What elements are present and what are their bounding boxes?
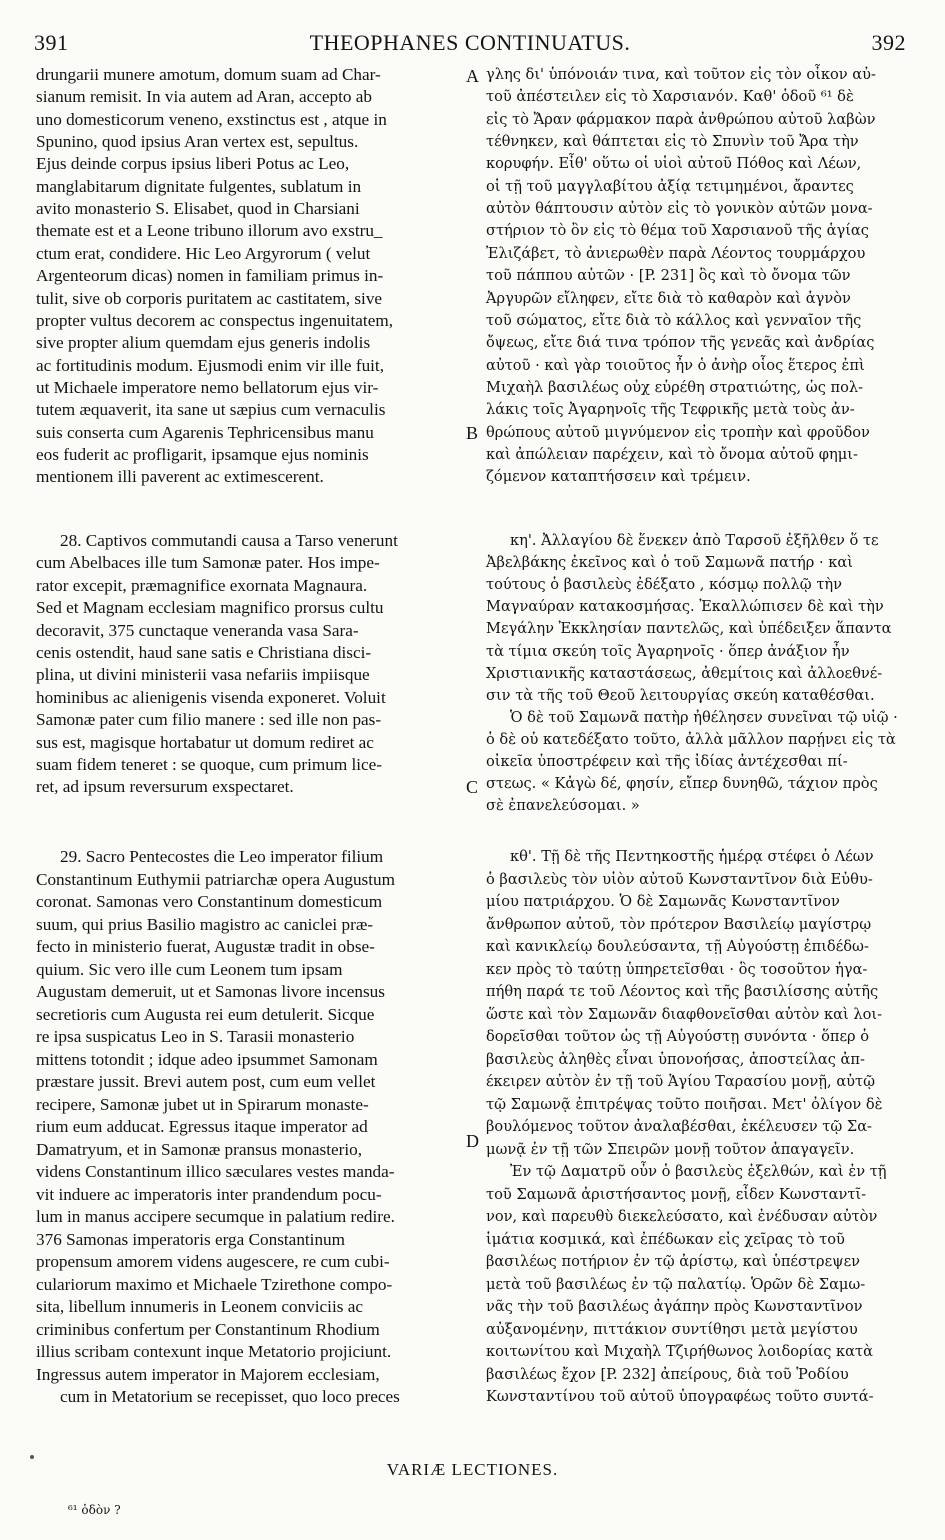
text-line: drungarii munere amotum, domum suam ad Char- [36,65,381,84]
text-line: Μεγάλην Ἐκκλησίαν παντελῶς, καὶ ὑπέδειξεν ἅπαντα [486,620,892,638]
text-line: τούτους ὁ βασιλεὺς ἐδέξατο , κόσμῳ πολλῷ τὴν [486,576,843,594]
variae-lectiones-heading: VARIÆ LECTIONES. [386,1460,559,1479]
text-line: tutem æquaverit, ita sane ut sæpius cum vernaculis [36,400,386,420]
text-line: σὲ ἐπανελεύσομαι. » [486,797,640,815]
text-line: μίου πατριάρχου. Ὁ δὲ Σαμωνᾶς Κωνσταντῖνον [486,893,840,910]
text-line: σιν τὰ τῆς τοῦ Θεοῦ λειτουργίας σκεύη καταθέσθαι. [486,686,875,704]
text-line: hominibus ac alienigenis visenda exponeret. Voluit [36,687,386,707]
text-line: suam fidem teneret : se quoque, cum primum lice- [36,755,383,774]
text-line: τῷ Σαμωνᾷ ἐπιτρέψας τοῦτο ποιῆσαι. Μετ' ὀλίγον δὲ [486,1095,883,1113]
text-line: οἰκεῖα ὑποστρέφειν καὶ τῆς ἰδίας ἀντέχεσθαι πί- [486,753,848,770]
page-number-left: 391 [34,30,69,55]
text-line: κοιτωνίτου καὶ Μιχαὴλ Τζιρήθωνος λοιδορίας κατὰ [486,1343,873,1360]
text-line: Damatryum, et in Samonæ pransus monasterio, [36,1139,363,1159]
running-title: THEOPHANES CONTINUATUS. [309,30,631,55]
text-line: λάκις τοῖς Ἀγαρηνοῖς τῆς Τεφρικῆς μετὰ τοὺς ἀν- [486,401,855,419]
text-line: ac fortitudinis modum. Ejusmodi enim vir ille fuit, [36,355,385,375]
text-line: τὰ τίμια σκεύη τοῖς Ἀγαρηνοῖς · ὅπερ ἀνάξιον ἦν [486,642,850,660]
text-line: εἰς τὸ Ἄραν φάρμακον παρὰ ἀνθρώπου αὐτοῦ λαβὼν [486,110,876,128]
text-line: Ingressus autem imperator in Majorem ecclesiam, [36,1364,380,1384]
text-line: suis conserta cum Agarenis Tephricensibus manu [36,422,374,442]
text-line: στήριον τὸ ὂν εἰς τὸ θέμα τοῦ Χαρσιανοῦ τῆς ἁγίας [486,222,869,240]
text-line: τοῦ ἀπέστειλεν εἰς τὸ Χαρσιανόν. Καθ' ὁδοῦ ⁶¹ δὲ [486,88,854,106]
text-line: recipere, Samonæ jubet ut in Spirarum monaste- [36,1094,369,1114]
text-line: suum, qui prius Basilio magistro ac caniclei præ- [36,914,374,934]
text-line: mittens totondit ; idque adeo ipsummet Samonam [36,1049,378,1069]
text-line: ὁ δὲ οὐ κατεδέξατο τοῦτο, ἀλλὰ μᾶλλον παρῄνει εἰς τὰ [486,730,896,748]
text-line: avito monasterio S. Elisabet, quod in Charsiani [36,199,360,219]
text-line: κθ'. Τῇ δὲ τῆς Πεντηκοστῆς ἡμέρᾳ στέφει ὁ Λέων [510,848,874,865]
text-line: μωνᾷ ἐν τῇ τῶν Σπειρῶν μονῇ τοῦτον ἀπαγαγεῖν. [486,1140,855,1158]
text-line: νον, καὶ παρευθὺ διεκελεύσατο, καὶ ἐνέδυσαν αὐτὸν [486,1208,878,1225]
text-line: sive propter alium quemdam ejus generis indolis [36,333,371,353]
text-line: mentionem illi paverent ac extimescerent. [36,467,324,487]
text-line: Argenteorum dicas) nomen in familiam primus in- [36,266,384,286]
text-line: 376 Samonas imperatoris erga Constantinum [36,1229,346,1249]
ink-dot [30,1455,34,1459]
margin-letter-a: A [466,66,479,86]
text-line: αὐτοῦ · καὶ γὰρ τοιοῦτος ἦν ὁ ἀνὴρ οἷος ἕτερος ἐπὶ [486,356,865,374]
text-line: Constantinum Euthymii patriarchæ opera Augustum [36,869,395,889]
text-line: Augustam demeruit, ut et Samonas livore incensus [36,982,385,1001]
text-line: Μαγναύραν κατακοσμήσας. Ἐκαλλώπισεν δὲ καὶ τὴν [486,598,884,616]
text-line: βασιλεὺς ἀληθὲς εἶναι ὑπονοήσας, ἀποστείλας ἀπ- [486,1050,865,1068]
text-line: fecto in ministerio fuerat, Augustæ tradit in obse- [36,937,375,956]
margin-letter-b: B [466,423,479,443]
text-line: uno domesticorum veneno, exstinctus est , atque in [36,109,387,129]
text-line: coronat. Samonas vero Constantinum domesticum [36,892,383,911]
text-line: τοῦ πάππου αὐτῶν · [P. 231] ὃς καὶ τὸ ὄνομα τῶν [486,267,851,285]
text-line: Samonæ pater cum filio manere : sed ille non pas- [36,710,382,730]
margin-letter-d: D [466,1131,479,1151]
text-line: νᾶς τὴν τοῦ βασιλέως ἀγάπην πρὸς Κωνσταντῖνον [486,1298,863,1315]
text-line: ctum erat, condidere. Hic Leo Argyrorum ( velut [36,243,371,263]
text-line: videns Constantinum illico sæculares vestes manda- [36,1162,395,1181]
text-line: μετὰ τοῦ βασιλέως ἐν τῷ παλατίῳ. Ὁρῶν δὲ Σαμω- [486,1275,866,1293]
page-number-right: 392 [871,30,906,55]
text-line: Ἐν τῷ Δαματρῦ οὖν ὁ βασιλεὺς ἐξελθών, καὶ ἐν τῇ [510,1163,887,1180]
text-line: πήθη παρά τε τοῦ Λέοντος καὶ τῆς βασιλίσσης αὐτῆς [486,983,879,1000]
text-line: Sed et Magnam ecclesiam magnifico prorsus cultu [36,598,384,618]
text-line: sita, libellum innumeris in Leonem conviciis ac [36,1297,363,1316]
text-line: 29. Sacro Pentecostes die Leo imperator filium [60,847,384,866]
text-line: sianum remisit. In via autem ad Aran, accepto ab [36,87,372,107]
text-line: propter vultus decorem ac conspectus ingenuitatem, [36,310,394,330]
text-line: Μιχαὴλ βασιλέως οὐχ εὑρέθη στρατιώτης, ὡς πολ- [486,378,864,396]
text-line: themate est et a Leone tribuno illorum avo exstru_ [36,221,383,241]
text-line: αὐξανομένην, πιττάκιον συντίθησι μετὰ μεγίστου [486,1320,858,1338]
text-line: Ejus deinde corpus ipsius liberi Potus ac Leo, [36,154,350,174]
text-line: τοῦ σώματος, εἴτε διὰ τὸ κάλλος καὶ γενναῖον τῆς [486,311,862,329]
text-line: rium eum adducat. Egressus itaque imperator ad [36,1117,368,1136]
text-line: sus est, magisque hortabatur ut domum rediret ac [36,732,374,752]
text-line: secretioris cum Augusta rei eum detulerit. Sicque [36,1004,375,1024]
text-line: Ὁ δὲ τοῦ Σαμωνᾶ πατὴρ ἠθέλησεν συνεῖναι τῷ υἱῷ · [510,708,898,726]
text-line: vit induere ac imperatoris inter prandendum pocu- [36,1184,382,1204]
text-line: decoravit, 375 cunctaque veneranda vasa Sara- [36,620,359,640]
text-line: ὁ βασιλεὺς τὸν υἱὸν αὐτοῦ Κωνσταντῖνον διὰ Εὐθυ- [486,870,873,888]
text-line: αὐτὸν θάπτουσιν αὐτὸν εἰς τὸ γονικὸν αὐτῶν μονα- [486,200,873,218]
text-line: θρώπους αὐτοῦ μιγνύμενον εἰς τροπὴν καὶ φροῦδον [486,423,870,441]
text-line: eos fuderit ac profligarit, ipsamque ejus nominis [36,444,369,464]
footnote: ⁶¹ ὁδὸν ? [68,1503,121,1517]
text-line: rator excepit, præmagnifice exornata Magnaura. [36,575,368,595]
text-line: κορυφήν. Εἶθ' οὕτω οἱ υἱοὶ αὐτοῦ Πόθος καὶ Λέων, [486,155,862,173]
text-line: Ἐλιζάβετ, τὸ ἀνιερωθὲν παρὰ Λέοντος τουρμάρχου [486,244,866,262]
text-line: plina, ut divini ministerii vasa nefariis impiisque [36,665,370,685]
text-line: Ἀβελβάκης ἐκεῖνος καὶ ὁ τοῦ Σαμωνᾶ πατήρ · καὶ [486,554,853,572]
text-line: ὄψεως, εἴτε διά τινα τρόπον τῆς γενεᾶς καὶ ἀνδρίας [486,334,875,352]
text-line: cum in Metatorium se recepisset, quo loco preces [60,1387,400,1406]
text-line: illius scribam contexunt inque Metatorio projiciunt. [36,1342,392,1361]
text-line: βουλόμενος τοῦτον ἀναλαβέσθαι, ἐκέλευσεν τῷ Σα- [486,1118,872,1135]
text-line: Κωνσταντίνου τοῦ αὐτοῦ ὑπογραφέως τοῦτο συντά- [486,1388,874,1405]
text-line: καὶ ἀπώλειαν παρέχειν, καὶ τὸ ὄνομα αὐτοῦ φημι- [486,445,858,463]
text-line: manglabitarum dignitate fulgentes, sublatum in [36,176,362,196]
text-line: 28. Captivos commutandi causa a Tarso venerunt [60,531,398,550]
text-line: ret, ad ipsum reversurum exspectaret. [36,777,294,797]
text-line: re ipsa suspicatus Leo in S. Tarasii monasterio [36,1027,355,1046]
text-line: Χριστιανικῆς καταστάσεως, ἀθεμίτοις καὶ ἀλλοεθνέ- [486,664,883,682]
text-line: cum Abelbaces ille tum Samonæ pater. Hos impe- [36,553,380,573]
text-line: ut Michaele imperatore nemo bellatorum ejus vir- [36,377,379,397]
text-line: βασιλέως ἔχον [P. 232] ἀπείρους, διὰ τοῦ Ῥοδίου [486,1365,849,1383]
text-line: δορεῖσθαι τοῦτον ὡς τῇ Αὐγούστῃ συνόντα · ὅπερ ὁ [486,1028,870,1045]
text-line: ὥστε καὶ τὸν Σαμωνᾶν διαφθονεῖσθαι αὐτὸν καὶ λοι- [486,1005,883,1023]
text-line: Spunino, quod ipsius Aran vertex est, sepultus. [36,132,359,152]
text-line: Ἀργυρῶν εἴληφεν, εἴτε διὰ τὸ καθαρὸν καὶ ἁγνὸν [486,289,851,307]
text-line: tulit, sive ob corporis puritatem ac castitatem, sive [36,288,383,308]
text-line: γλης δι' ὑπόνοιάν τινα, καὶ τοῦτον εἰς τὸν οἶκον αὐ- [486,66,876,83]
text-line: καὶ κανικλείῳ δουλεύσαντα, τῇ Αὐγούστῃ ἐπιδέδω- [486,938,869,955]
text-line: κη'. Ἀλλαγίου δὲ ἕνεκεν ἀπὸ Ταρσοῦ ἐξῆλθεν ὅ τε [510,532,879,549]
text-line: criminibus confertum per Constantinum Rhodium [36,1319,380,1339]
text-line: κεν πρὸς τὸ ταύτῃ ὑπηρετεῖσθαι · ὃς τοσοῦτον ἠγα- [486,960,868,978]
text-line: ἱμάτια κοσμικά, καὶ ἐπέδωκαν εἰς χεῖρας τὸ τοῦ [486,1230,845,1248]
text-line: præstare jussit. Brevi autem post, cum eum vellet [36,1072,376,1091]
text-line: cenis ostendit, haud sane satis e Christiana disci- [36,643,372,662]
text-line: quium. Sic vero ille cum Leonem tum ipsam [36,959,343,979]
text-line: έκειρεν αὐτὸν ἐν τῇ τοῦ Ἁγίου Ταρασίου μονῇ, αὐτῷ [486,1073,876,1090]
text-line: ἄνθρωπον αὐτοῦ, τὸν πρότερον Βασιλείῳ μαγίστρῳ [486,915,872,933]
text-line: propensum amorem videns augescere, re cum cubi- [36,1252,390,1271]
margin-letter-c: C [466,777,479,797]
text-line: τέθνηκεν, καὶ θάπτεται εἰς τὸ Σπυνὶν τοῦ Ἄρα τὴν [486,133,859,151]
text-line: τοῦ Σαμωνᾶ ἀριστήσαντος μονῇ, εἶδεν Κωνσταντῖ- [486,1185,867,1203]
text-line: στεως. « Κἀγὼ δέ, φησίν, εἴπερ δυνηθῶ, τάχιον πρὸς [486,775,878,793]
text-line: lum in manus accipere secumque in palatium redire. [36,1207,395,1226]
text-line: culariorum maximo et Michaele Tzirethone compo- [36,1274,393,1294]
text-line: οἱ τῇ τοῦ μαγγλαβίτου ἀξίᾳ τετιμημένοι, ἄραντες [486,177,854,195]
running-header [34,30,906,64]
text-line: ζόμενον καταπτήσσειν καὶ τρέμειν. [486,468,751,486]
text-line: βασιλέως ποτήριον ἐν τῷ ἀρίστῳ, καὶ ὑπέστρεψεν [486,1253,861,1270]
